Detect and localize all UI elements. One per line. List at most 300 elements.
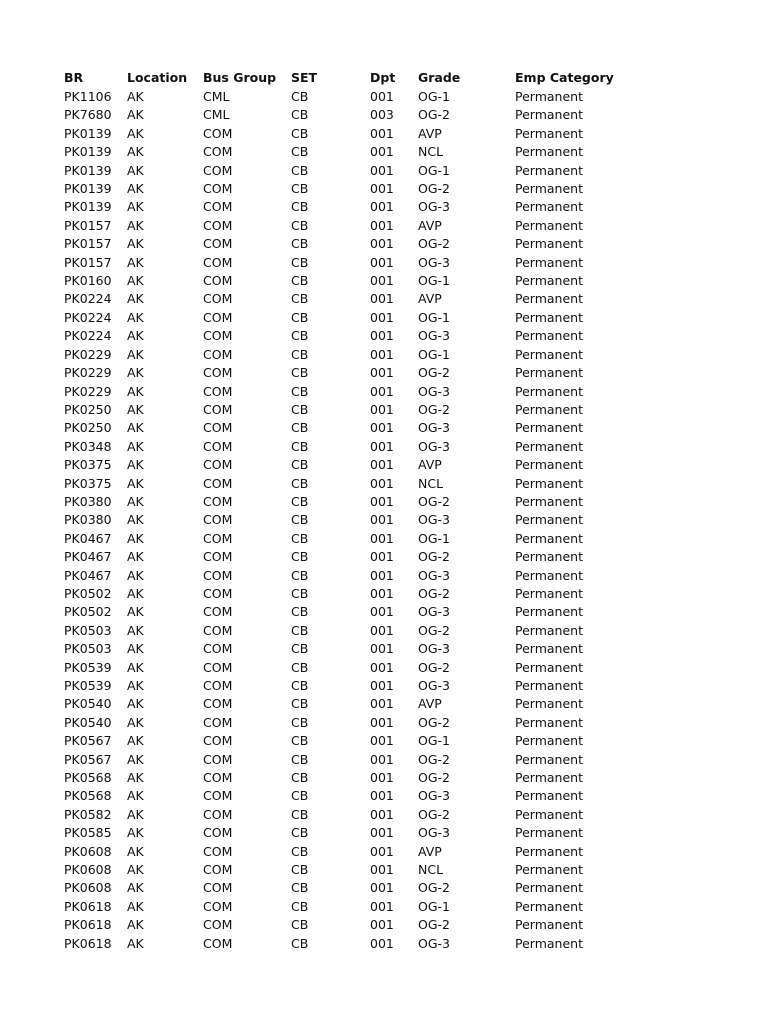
set-cell: CB	[291, 438, 309, 454]
location-cell: AK	[127, 862, 144, 878]
dpt-cell: 001	[370, 217, 394, 233]
br-cell: PK0567	[64, 733, 112, 749]
emp-category-cell: Permanent	[515, 696, 583, 712]
table-row	[64, 622, 635, 640]
emp-category-cell: Permanent	[515, 530, 583, 546]
bus-group-cell: COM	[203, 880, 233, 896]
table-row	[64, 824, 635, 842]
location-cell: AK	[127, 162, 144, 178]
bus-group-cell: COM	[203, 751, 233, 767]
grade-cell: OG-3	[418, 678, 450, 693]
set-cell: CB	[291, 806, 309, 822]
emp-category-cell: Permanent	[515, 935, 583, 951]
grade-cell: OG-3	[418, 383, 450, 399]
br-cell: PK0540	[64, 714, 112, 730]
grade-cell: OG-1	[418, 162, 450, 178]
grade-cell: AVP	[418, 291, 442, 307]
br-cell: PK0250	[64, 420, 112, 436]
bus-group-cell: COM	[203, 236, 233, 252]
br-cell: PK0229	[64, 365, 112, 381]
set-cell: CB	[291, 346, 309, 362]
table-body	[64, 88, 635, 953]
br-cell: PK0157	[64, 217, 112, 233]
dpt-cell: 001	[370, 493, 394, 509]
grade-cell: OG-2	[418, 770, 450, 786]
emp-category-cell: Permanent	[515, 733, 583, 749]
bus-group-cell: COM	[203, 475, 233, 491]
bus-group-cell: COM	[203, 678, 233, 693]
bus-group-cell: COM	[203, 254, 233, 270]
set-cell: CB	[291, 585, 309, 601]
set-cell: CB	[291, 678, 309, 693]
emp-category-cell: Permanent	[515, 236, 583, 252]
location-cell: AK	[127, 770, 144, 786]
br-cell: PK0139	[64, 162, 112, 178]
header-br: BR	[64, 70, 84, 85]
table-row	[64, 935, 635, 953]
dpt-cell: 001	[370, 898, 394, 914]
bus-group-cell: COM	[203, 291, 233, 307]
table-row	[64, 640, 635, 658]
header-grade: Grade	[418, 70, 461, 85]
dpt-cell: 001	[370, 162, 394, 178]
table-row	[64, 843, 635, 861]
location-cell: AK	[127, 567, 144, 583]
bus-group-cell: COM	[203, 328, 233, 344]
spreadsheet-page	[64, 68, 704, 953]
emp-category-cell: Permanent	[515, 843, 583, 859]
table-row	[64, 603, 635, 621]
br-cell: PK0348	[64, 438, 112, 454]
dpt-cell: 001	[370, 714, 394, 730]
grade-cell: OG-3	[418, 199, 450, 215]
table-row	[64, 106, 635, 124]
set-cell: CB	[291, 493, 309, 509]
table-row	[64, 511, 635, 529]
br-cell: PK0502	[64, 585, 112, 601]
bus-group-cell: COM	[203, 862, 233, 878]
location-cell: AK	[127, 328, 144, 344]
grade-cell: OG-1	[418, 733, 450, 749]
grade-cell: AVP	[418, 125, 442, 141]
location-cell: AK	[127, 825, 144, 841]
header-row	[64, 68, 635, 88]
bus-group-cell: CML	[203, 107, 230, 123]
table-row	[64, 695, 635, 713]
dpt-cell: 001	[370, 751, 394, 767]
grade-cell: OG-3	[418, 512, 450, 528]
bus-group-cell: COM	[203, 604, 233, 620]
grade-cell: OG-1	[418, 530, 450, 546]
set-cell: CB	[291, 935, 309, 951]
bus-group-cell: COM	[203, 438, 233, 454]
table-row	[64, 456, 635, 474]
location-cell: AK	[127, 346, 144, 362]
table-row	[64, 198, 635, 216]
br-cell: PK7680	[64, 107, 112, 123]
emp-category-cell: Permanent	[515, 144, 583, 160]
dpt-cell: 001	[370, 273, 394, 289]
br-cell: PK0618	[64, 917, 112, 933]
dpt-cell: 001	[370, 199, 394, 215]
header-set: SET	[291, 70, 318, 85]
table-row	[64, 530, 635, 548]
br-cell: PK0503	[64, 641, 112, 657]
set-cell: CB	[291, 567, 309, 583]
dpt-cell: 001	[370, 457, 394, 473]
bus-group-cell: COM	[203, 125, 233, 141]
table-row	[64, 401, 635, 419]
emp-category-cell: Permanent	[515, 328, 583, 344]
set-cell: CB	[291, 622, 309, 638]
bus-group-cell: COM	[203, 217, 233, 233]
grade-cell: OG-3	[418, 438, 450, 454]
table-row	[64, 217, 635, 235]
set-cell: CB	[291, 199, 309, 215]
set-cell: CB	[291, 107, 309, 123]
emp-category-cell: Permanent	[515, 567, 583, 583]
table-row	[64, 916, 635, 934]
table-row	[64, 143, 635, 161]
location-cell: AK	[127, 880, 144, 896]
location-cell: AK	[127, 898, 144, 914]
dpt-cell: 003	[370, 107, 394, 123]
location-cell: AK	[127, 144, 144, 160]
dpt-cell: 001	[370, 383, 394, 399]
dpt-cell: 001	[370, 678, 394, 693]
set-cell: CB	[291, 254, 309, 270]
bus-group-cell: COM	[203, 733, 233, 749]
bus-group-cell: COM	[203, 346, 233, 362]
location-cell: AK	[127, 585, 144, 601]
table-row	[64, 383, 635, 401]
table-row	[64, 879, 635, 897]
dpt-cell: 001	[370, 641, 394, 657]
location-cell: AK	[127, 530, 144, 546]
dpt-cell: 001	[370, 346, 394, 362]
set-cell: CB	[291, 420, 309, 436]
br-cell: PK0539	[64, 678, 112, 693]
bus-group-cell: COM	[203, 696, 233, 712]
set-cell: CB	[291, 328, 309, 344]
table-row	[64, 162, 635, 180]
dpt-cell: 001	[370, 825, 394, 841]
table-row	[64, 585, 635, 603]
bus-group-cell: COM	[203, 401, 233, 417]
br-cell: PK0375	[64, 475, 112, 491]
br-cell: PK0467	[64, 530, 112, 546]
bus-group-cell: COM	[203, 567, 233, 583]
bus-group-cell: COM	[203, 530, 233, 546]
grade-cell: OG-2	[418, 585, 450, 601]
location-cell: AK	[127, 659, 144, 675]
table-row	[64, 290, 635, 308]
table-row	[64, 346, 635, 364]
location-cell: AK	[127, 806, 144, 822]
emp-category-cell: Permanent	[515, 659, 583, 675]
br-cell: PK0567	[64, 751, 112, 767]
br-cell: PK0540	[64, 696, 112, 712]
dpt-cell: 001	[370, 549, 394, 565]
bus-group-cell: COM	[203, 714, 233, 730]
br-cell: PK0582	[64, 806, 112, 822]
location-cell: AK	[127, 236, 144, 252]
dpt-cell: 001	[370, 530, 394, 546]
emp-category-cell: Permanent	[515, 107, 583, 123]
emp-category-cell: Permanent	[515, 788, 583, 804]
header-emp-category: Emp Category	[515, 70, 614, 85]
bus-group-cell: COM	[203, 512, 233, 528]
location-cell: AK	[127, 273, 144, 289]
set-cell: CB	[291, 604, 309, 620]
set-cell: CB	[291, 733, 309, 749]
emp-category-cell: Permanent	[515, 181, 583, 197]
set-cell: CB	[291, 401, 309, 417]
grade-cell: OG-2	[418, 622, 450, 638]
dpt-cell: 001	[370, 696, 394, 712]
bus-group-cell: COM	[203, 383, 233, 399]
bus-group-cell: COM	[203, 917, 233, 933]
table-row	[64, 548, 635, 566]
set-cell: CB	[291, 181, 309, 197]
location-cell: AK	[127, 935, 144, 951]
grade-cell: OG-2	[418, 401, 450, 417]
table-row	[64, 327, 635, 345]
grade-cell: OG-2	[418, 917, 450, 933]
grade-cell: AVP	[418, 696, 442, 712]
emp-category-cell: Permanent	[515, 493, 583, 509]
dpt-cell: 001	[370, 291, 394, 307]
br-cell: PK0467	[64, 567, 112, 583]
set-cell: CB	[291, 843, 309, 859]
br-cell: PK0568	[64, 770, 112, 786]
br-cell: PK0467	[64, 549, 112, 565]
location-cell: AK	[127, 604, 144, 620]
location-cell: AK	[127, 751, 144, 767]
location-cell: AK	[127, 365, 144, 381]
grade-cell: OG-2	[418, 181, 450, 197]
emp-category-cell: Permanent	[515, 346, 583, 362]
bus-group-cell: COM	[203, 825, 233, 841]
set-cell: CB	[291, 641, 309, 657]
table-row	[64, 419, 635, 437]
grade-cell: AVP	[418, 843, 442, 859]
dpt-cell: 001	[370, 181, 394, 197]
set-cell: CB	[291, 457, 309, 473]
location-cell: AK	[127, 401, 144, 417]
dpt-cell: 001	[370, 917, 394, 933]
br-cell: PK0618	[64, 935, 112, 951]
set-cell: CB	[291, 898, 309, 914]
br-cell: PK0229	[64, 346, 112, 362]
bus-group-cell: COM	[203, 273, 233, 289]
emp-category-cell: Permanent	[515, 604, 583, 620]
br-cell: PK0157	[64, 236, 112, 252]
emp-category-cell: Permanent	[515, 549, 583, 565]
br-cell: PK0539	[64, 659, 112, 675]
set-cell: CB	[291, 880, 309, 896]
location-cell: AK	[127, 457, 144, 473]
location-cell: AK	[127, 438, 144, 454]
br-cell: PK0224	[64, 328, 112, 344]
dpt-cell: 001	[370, 843, 394, 859]
header-bus-group: Bus Group	[203, 70, 277, 85]
table-row	[64, 898, 635, 916]
set-cell: CB	[291, 475, 309, 491]
bus-group-cell: CML	[203, 89, 230, 104]
emp-category-cell: Permanent	[515, 162, 583, 178]
dpt-cell: 001	[370, 309, 394, 325]
emp-category-cell: Permanent	[515, 898, 583, 914]
br-cell: PK0160	[64, 273, 112, 289]
bus-group-cell: COM	[203, 585, 233, 601]
set-cell: CB	[291, 125, 309, 141]
location-cell: AK	[127, 917, 144, 933]
emp-category-cell: Permanent	[515, 254, 583, 270]
grade-cell: NCL	[418, 144, 444, 160]
bus-group-cell: COM	[203, 788, 233, 804]
br-cell: PK0608	[64, 862, 112, 878]
bus-group-cell: COM	[203, 641, 233, 657]
bus-group-cell: COM	[203, 935, 233, 951]
br-cell: PK0618	[64, 898, 112, 914]
set-cell: CB	[291, 217, 309, 233]
grade-cell: OG-2	[418, 714, 450, 730]
emp-category-cell: Permanent	[515, 880, 583, 896]
dpt-cell: 001	[370, 788, 394, 804]
bus-group-cell: COM	[203, 549, 233, 565]
emp-category-cell: Permanent	[515, 512, 583, 528]
set-cell: CB	[291, 236, 309, 252]
dpt-cell: 001	[370, 622, 394, 638]
location-cell: AK	[127, 512, 144, 528]
set-cell: CB	[291, 862, 309, 878]
bus-group-cell: COM	[203, 420, 233, 436]
dpt-cell: 001	[370, 659, 394, 675]
grade-cell: OG-2	[418, 880, 450, 896]
emp-category-cell: Permanent	[515, 678, 583, 693]
location-cell: AK	[127, 309, 144, 325]
set-cell: CB	[291, 825, 309, 841]
grade-cell: OG-2	[418, 806, 450, 822]
br-cell: PK0608	[64, 880, 112, 896]
emp-category-cell: Permanent	[515, 365, 583, 381]
emp-category-cell: Permanent	[515, 457, 583, 473]
emp-category-cell: Permanent	[515, 806, 583, 822]
dpt-cell: 001	[370, 438, 394, 454]
emp-category-cell: Permanent	[515, 199, 583, 215]
bus-group-cell: COM	[203, 144, 233, 160]
location-cell: AK	[127, 843, 144, 859]
grade-cell: OG-3	[418, 788, 450, 804]
location-cell: AK	[127, 641, 144, 657]
br-cell: PK0585	[64, 825, 112, 841]
table-row	[64, 254, 635, 272]
dpt-cell: 001	[370, 401, 394, 417]
location-cell: AK	[127, 181, 144, 197]
emp-category-cell: Permanent	[515, 309, 583, 325]
bus-group-cell: COM	[203, 898, 233, 914]
dpt-cell: 001	[370, 880, 394, 896]
emp-category-cell: Permanent	[515, 770, 583, 786]
location-cell: AK	[127, 291, 144, 307]
set-cell: CB	[291, 714, 309, 730]
br-cell: PK0502	[64, 604, 112, 620]
dpt-cell: 001	[370, 806, 394, 822]
table-row	[64, 751, 635, 769]
dpt-cell: 001	[370, 862, 394, 878]
grade-cell: OG-3	[418, 567, 450, 583]
location-cell: AK	[127, 125, 144, 141]
set-cell: CB	[291, 530, 309, 546]
table-row	[64, 364, 635, 382]
br-cell: PK0224	[64, 291, 112, 307]
dpt-cell: 001	[370, 585, 394, 601]
table-row	[64, 806, 635, 824]
set-cell: CB	[291, 144, 309, 160]
dpt-cell: 001	[370, 144, 394, 160]
location-cell: AK	[127, 254, 144, 270]
dpt-cell: 001	[370, 236, 394, 252]
grade-cell: OG-3	[418, 935, 450, 951]
dpt-cell: 001	[370, 328, 394, 344]
bus-group-cell: COM	[203, 622, 233, 638]
table-row	[64, 677, 635, 695]
bus-group-cell: COM	[203, 493, 233, 509]
dpt-cell: 001	[370, 935, 394, 951]
emp-category-cell: Permanent	[515, 217, 583, 233]
location-cell: AK	[127, 714, 144, 730]
br-cell: PK0375	[64, 457, 112, 473]
table-row	[64, 787, 635, 805]
emp-category-cell: Permanent	[515, 862, 583, 878]
br-cell: PK0157	[64, 254, 112, 270]
set-cell: CB	[291, 696, 309, 712]
bus-group-cell: COM	[203, 309, 233, 325]
dpt-cell: 001	[370, 604, 394, 620]
dpt-cell: 001	[370, 254, 394, 270]
grade-cell: OG-2	[418, 751, 450, 767]
br-cell: PK0229	[64, 383, 112, 399]
grade-cell: OG-3	[418, 254, 450, 270]
table-row	[64, 180, 635, 198]
emp-category-cell: Permanent	[515, 641, 583, 657]
grade-cell: OG-1	[418, 273, 450, 289]
bus-group-cell: COM	[203, 770, 233, 786]
emp-category-cell: Permanent	[515, 751, 583, 767]
br-cell: PK0139	[64, 199, 112, 215]
emp-category-cell: Permanent	[515, 273, 583, 289]
location-cell: AK	[127, 383, 144, 399]
emp-category-cell: Permanent	[515, 585, 583, 601]
br-cell: PK0380	[64, 512, 112, 528]
header-dpt: Dpt	[370, 70, 396, 85]
grade-cell: NCL	[418, 475, 444, 491]
table-row	[64, 769, 635, 787]
dpt-cell: 001	[370, 365, 394, 381]
set-cell: CB	[291, 365, 309, 381]
emp-category-cell: Permanent	[515, 383, 583, 399]
br-cell: PK0224	[64, 309, 112, 325]
set-cell: CB	[291, 383, 309, 399]
dpt-cell: 001	[370, 420, 394, 436]
br-cell: PK0139	[64, 125, 112, 141]
grade-cell: AVP	[418, 457, 442, 473]
set-cell: CB	[291, 273, 309, 289]
emp-category-cell: Permanent	[515, 825, 583, 841]
set-cell: CB	[291, 89, 309, 104]
dpt-cell: 001	[370, 512, 394, 528]
